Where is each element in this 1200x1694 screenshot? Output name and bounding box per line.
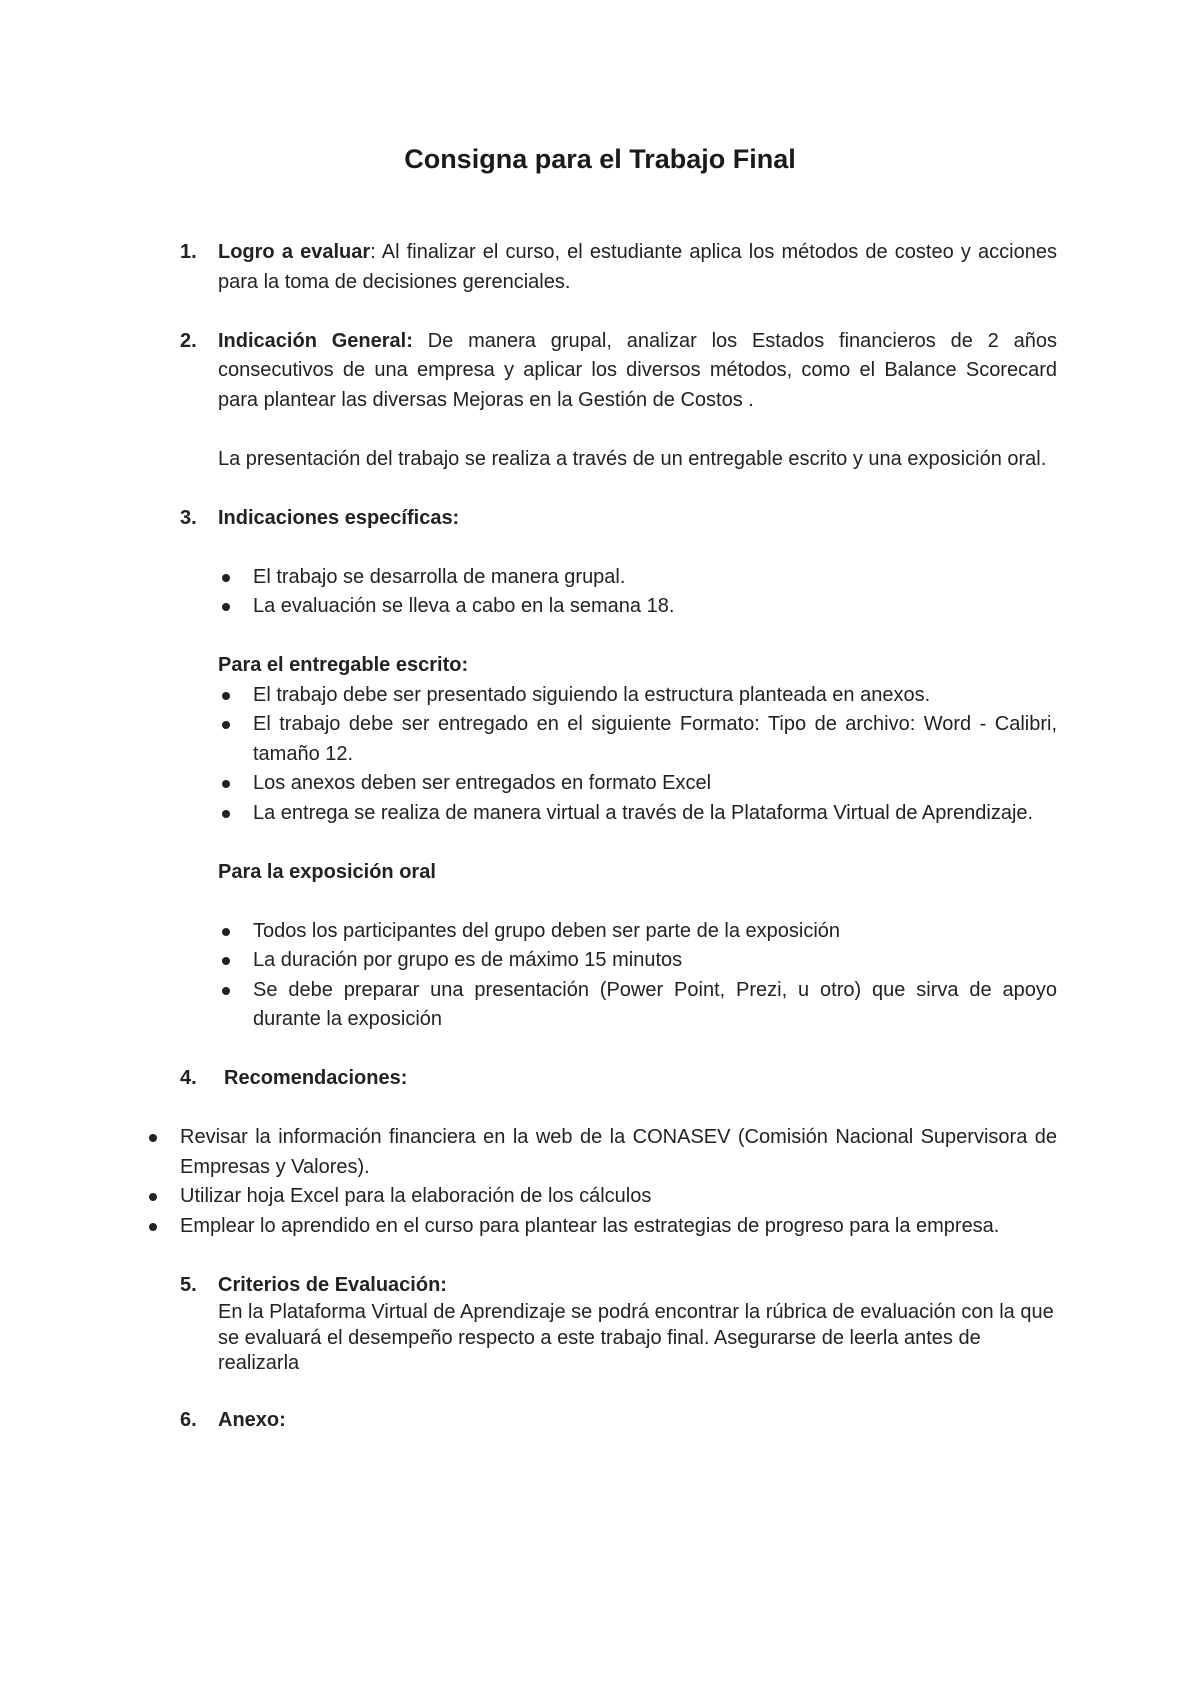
bullet-icon <box>222 721 230 729</box>
bullet-icon <box>222 810 230 818</box>
oral-bullet-list <box>180 917 1057 1035</box>
list-item: Todos los participantes del grupo deben ser parte de la exposición <box>253 917 1057 947</box>
section-indicacion-general <box>180 327 1057 475</box>
section-lead: Anexo: <box>218 1409 286 1431</box>
section-text: En la Plataforma Virtual de Aprendizaje se podrá encontrar la rúbrica de evaluación con la que se evaluará el desempeño respecto a este trabajo final. Asegurarse de leerla antes de realizarla <box>218 1301 1054 1374</box>
bullet-icon <box>222 603 230 611</box>
general-bullet-list <box>180 563 1057 622</box>
bullet-icon <box>149 1193 157 1201</box>
subsection-heading: Para el entregable escrito: <box>218 654 469 676</box>
section-recomendaciones <box>180 1064 1057 1094</box>
subsection-entregable-escrito <box>180 651 1057 681</box>
section-paragraph <box>218 1406 1057 1436</box>
section-logro <box>180 238 1057 297</box>
section-number: 3. <box>180 506 197 529</box>
bullet-icon <box>149 1134 157 1142</box>
section-number: 5. <box>180 1273 197 1296</box>
bullet-icon <box>222 692 230 700</box>
section-lead: Recomendaciones: <box>224 1067 408 1089</box>
document-title: Consigna para el Trabajo Final <box>404 144 796 174</box>
bullet-icon <box>222 928 230 936</box>
section-text: De manera grupal, analizar los Estados financieros de 2 años consecutivos de una empresa y aplicar los diversos métodos, como el Balance Scorecard para plantear las diversas Mejoras en la Gestión de Costos . <box>218 329 1057 411</box>
section-number: 4. <box>180 1067 197 1089</box>
document-body <box>180 238 1057 1436</box>
bullet-icon <box>222 780 230 788</box>
subsection-heading: Para la exposición oral <box>218 860 436 883</box>
section-number: 2. <box>180 329 197 352</box>
list-item: El trabajo debe ser presentado siguiendo la estructura planteada en anexos. <box>253 681 1057 711</box>
list-item: La duración por grupo es de máximo 15 minutos <box>253 946 1057 976</box>
list-item: Emplear lo aprendido en el curso para plantear las estrategias de progreso para la empresa. <box>180 1212 1057 1242</box>
section-anexo <box>180 1406 1057 1436</box>
section-paragraph <box>218 327 1057 416</box>
subsection-exposicion-oral <box>180 858 1057 888</box>
section-indicaciones-especificas <box>180 504 1057 534</box>
section-lead: Indicaciones específicas: <box>218 506 460 529</box>
bullet-icon <box>222 574 230 582</box>
bullet-icon <box>222 987 230 995</box>
list-item: El trabajo se desarrolla de manera grupal. <box>253 563 1057 593</box>
section-lead: Indicación General: <box>218 329 413 352</box>
section-paragraph-2: La presentación del trabajo se realiza a través de un entregable escrito y una exposición oral. <box>218 447 1047 470</box>
bullet-icon <box>222 957 230 965</box>
recommendations-bullet-list <box>142 1123 1057 1241</box>
section-paragraph <box>218 1064 1057 1094</box>
list-item: El trabajo debe ser entregado en el siguiente Formato: Tipo de archivo: Word - Calibri, tamaño 12. <box>253 710 1057 769</box>
section-lead: Criterios de Evaluación: <box>218 1273 447 1296</box>
list-item: Los anexos deben ser entregados en formato Excel <box>253 769 1057 799</box>
section-number: 6. <box>180 1409 197 1431</box>
list-item: La entrega se realiza de manera virtual a través de la Plataforma Virtual de Aprendizaje. <box>253 799 1057 829</box>
section-number: 1. <box>180 241 197 263</box>
section-paragraph <box>218 504 1057 534</box>
section-criterios <box>180 1271 1057 1377</box>
section-text: : Al finalizar el curso, el estudiante aplica los métodos de costeo y acciones para la toma de decisiones gerenciales. <box>218 241 1057 293</box>
bullet-icon <box>149 1223 157 1231</box>
section-paragraph <box>218 238 1057 297</box>
list-item: Utilizar hoja Excel para la elaboración de los cálculos <box>180 1182 1057 1212</box>
list-item: Se debe preparar una presentación (Power Point, Prezi, u otro) que sirva de apoyo durante la exposición <box>253 976 1057 1035</box>
written-bullet-list <box>180 681 1057 829</box>
section-paragraph <box>218 1271 1057 1301</box>
list-item: La evaluación se lleva a cabo en la semana 18. <box>253 592 1057 622</box>
section-lead: Logro a evaluar <box>218 241 371 263</box>
list-item: Revisar la información financiera en la web de la CONASEV (Comisión Nacional Supervisora de Empresas y Valores). <box>180 1123 1057 1182</box>
